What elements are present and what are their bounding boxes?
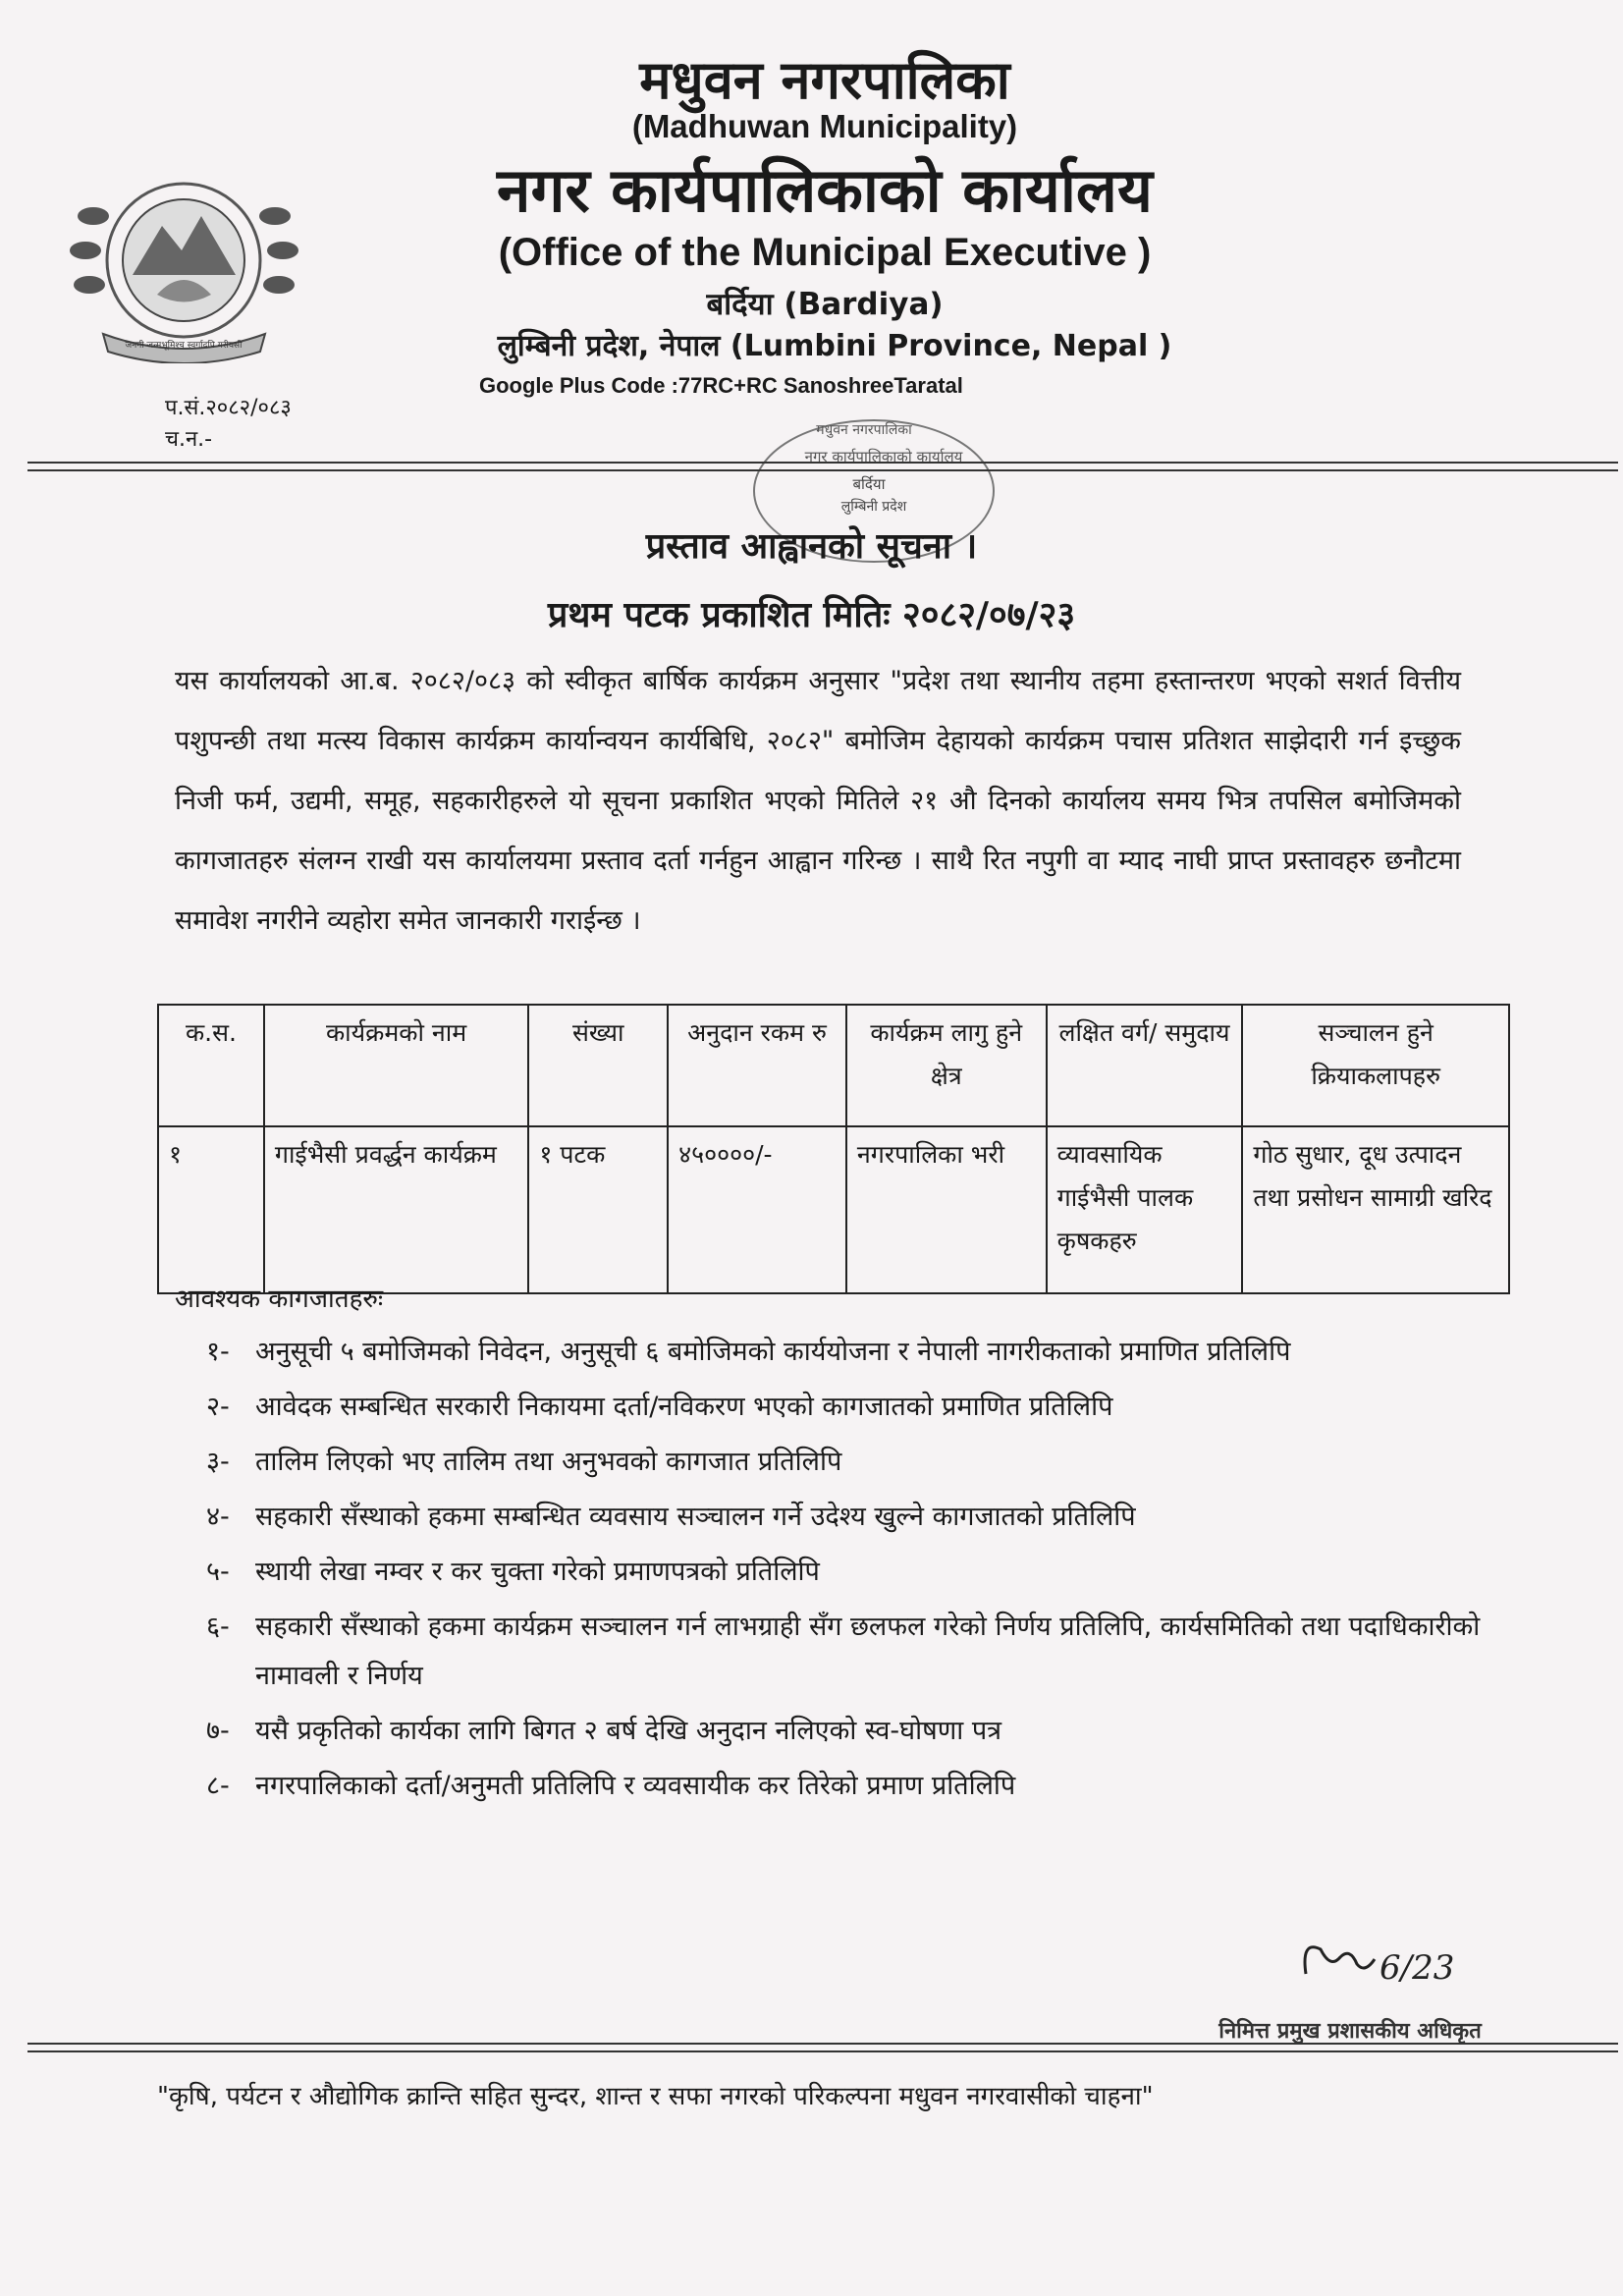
item-text: आवेदक सम्बन्धित सरकारी निकायमा दर्ता/नविकरण भएको कागजातको प्रमाणित प्रतिलिपि	[255, 1392, 1113, 1422]
cell-activities: गोठ सुधार, दूध उत्पादन तथा प्रसोधन सामाग्री खरिद	[1242, 1126, 1509, 1293]
item-text: स्थायी लेखा नम्वर र कर चुक्ता गरेको प्रमाणपत्रको प्रतिलिपि	[255, 1557, 820, 1587]
municipality-name-np: मधुवन नगरपालिका	[639, 49, 1010, 111]
cell-sn: १	[158, 1126, 264, 1293]
list-item	[206, 1548, 1483, 1597]
col-header-count: संख्या	[528, 1005, 668, 1126]
signature	[1286, 1920, 1483, 2008]
requirements-heading: आवश्यक कागजातहरुः	[175, 1285, 384, 1314]
program-table	[157, 1004, 1510, 1294]
table-header-row	[158, 1005, 1509, 1126]
stamp-line-1: मधुवन नगरपालिका	[816, 422, 912, 438]
reference-numbers	[165, 393, 292, 456]
list-item	[206, 1762, 1483, 1811]
col-header-program-name: कार्यक्रमको नाम	[264, 1005, 528, 1126]
cell-area: नगरपालिका भरी	[846, 1126, 1047, 1293]
item-text: अनुसूची ५ बमोजिमको निवेदन, अनुसूची ६ बमोजिमको कार्ययोजना र नेपाली नागरीकताको प्रमाणित प्रतिलिपि	[255, 1337, 1291, 1367]
municipality-name-en: (Madhuwan Municipality)	[631, 108, 1018, 144]
col-header-area: कार्यक्रम लागु हुने क्षेत्र	[846, 1005, 1047, 1126]
emblem-caption: जननी जन्मभूमिश्च स्वर्गादपि गरीयसी	[125, 341, 243, 351]
signature-date: 6/23	[1380, 1948, 1455, 1988]
table-row	[158, 1126, 1509, 1293]
letter-number: प.सं.२०८२/०८३	[165, 396, 292, 420]
cell-target-group: व्यावसायिक गाईभैसी पालक कृषकहरु	[1047, 1126, 1243, 1293]
item-number: ७-	[206, 1716, 230, 1746]
notice-body: यस कार्यालयको आ.ब. २०८२/०८३ को स्वीकृत बार्षिक कार्यक्रम अनुसार "प्रदेश तथा स्थानीय तहमा हस्तान्तरण भएको सशर्त वित्तीय पशुपन्छी तथा मत्स्य विकास कार्यक्रम कार्यान्वयन कार्यबिधि, २०८२" बमोजिम देहायको कार्यक्रम पचास प्रतिशत साझेदारी गर्न इच्छुक निजी फर्म, उद्यमी, समूह, सहकारीहरुले यो सूचना प्रकाशित भएको मितिले २१ औ दिनको कार्यालय समय भित्र तपसिल बमोजिमको कागजातहरु संलग्न राखी यस कार्यालयमा प्रस्ताव दर्ता गर्नहुन आह्वान गरिन्छ । साथै रित नपुगी वा म्याद नाघी प्राप्त प्रस्तावहरु छनौटमा समावेश नगरीने व्यहोरा समेत जानकारी गराईन्छ ।	[175, 666, 1461, 936]
office-name-np: नगर कार्यपालिकाको कार्यालय	[497, 154, 1153, 226]
item-text: सहकारी सँस्थाको हकमा कार्यक्रम सञ्चालन गर्न लाभग्राही सँग छलफल गरेको निर्णय प्रतिलिपि, कार्यसमितिको तथा पदाधिकारीको नामावली र निर्णय	[255, 1612, 1481, 1691]
col-header-target-group: लक्षित वर्ग/ समुदाय	[1047, 1005, 1243, 1126]
header-divider-top	[27, 462, 1618, 464]
item-number: १-	[206, 1337, 230, 1367]
list-item	[206, 1438, 1483, 1487]
published-date: प्रथम पटक प्रकाशित मितिः २०८२/०७/२३	[547, 595, 1076, 635]
list-item	[206, 1603, 1483, 1701]
district: बर्दिया (Bardiya)	[706, 287, 944, 322]
nepal-emblem-icon	[64, 157, 304, 363]
list-item	[206, 1383, 1483, 1432]
notice-title: प्रस्ताव आह्वानको सूचना ।	[645, 526, 978, 567]
cell-program-name: गाईभैसी प्रवर्द्धन कार्यक्रम	[264, 1126, 528, 1293]
cell-count: १ पटक	[528, 1126, 668, 1293]
item-text: सहकारी सँस्थाको हकमा सम्बन्धित व्यवसाय सञ्चालन गर्ने उदेश्य खुल्ने कागजातको प्रतिलिपि	[255, 1502, 1136, 1532]
list-item	[206, 1707, 1483, 1756]
stamp-line-2: नगर कार्यपालिकाको कार्यालय	[804, 448, 963, 465]
cell-grant-amount: ४५००००/-	[668, 1126, 846, 1293]
item-number: ८-	[206, 1771, 230, 1801]
item-number: ५-	[206, 1557, 230, 1587]
item-text: तालिम लिएको भए तालिम तथा अनुभवको कागजात प्रतिलिपि	[255, 1447, 842, 1477]
item-text: यसै प्रकृतिको कार्यका लागि बिगत २ बर्ष देखि अनुदान नलिएको स्व-घोषणा पत्र	[255, 1716, 1002, 1746]
item-text: नगरपालिकाको दर्ता/अनुमती प्रतिलिपि र व्यवसायीक कर तिरेको प्रमाण प्रतिलिपि	[255, 1771, 1016, 1801]
item-number: ६-	[206, 1612, 230, 1642]
signatory-title: निमित्त प्रमुख प्रशासकीय अधिकृत	[1218, 2019, 1482, 2044]
header-divider-bottom	[27, 469, 1618, 471]
list-item	[206, 1328, 1483, 1377]
footer-motto: "कृषि, पर्यटन र औद्योगिक क्रान्ति सहित सुन्दर, शान्त र सफा नगरको परिकल्पना मधुवन नगरवासीको चाहना"	[157, 2082, 1154, 2111]
dispatch-number: च.न.-	[165, 427, 213, 452]
footer-divider-bottom	[27, 2050, 1618, 2052]
footer-divider-top	[27, 2043, 1618, 2045]
plus-code: Google Plus Code :77RC+RC SanoshreeTaratal	[479, 373, 963, 398]
col-header-grant-amount: अनुदान रकम रु	[668, 1005, 846, 1126]
stamp-line-3: बर्दिया	[852, 475, 886, 493]
col-header-activities: सञ्चालन हुने क्रियाकलापहरु	[1242, 1005, 1509, 1126]
province: लुम्बिनी प्रदेश, नेपाल (Lumbini Province, Nepal )	[497, 329, 1172, 363]
office-name-en: (Office of the Municipal Executive )	[498, 231, 1152, 274]
list-item	[206, 1493, 1483, 1542]
item-number: २-	[206, 1392, 230, 1422]
requirements-list	[206, 1328, 1483, 1817]
col-header-sn: क.स.	[158, 1005, 264, 1126]
item-number: ४-	[206, 1502, 230, 1532]
item-number: ३-	[206, 1447, 230, 1477]
stamp-line-4: लुम्बिनी प्रदेश	[840, 499, 907, 515]
